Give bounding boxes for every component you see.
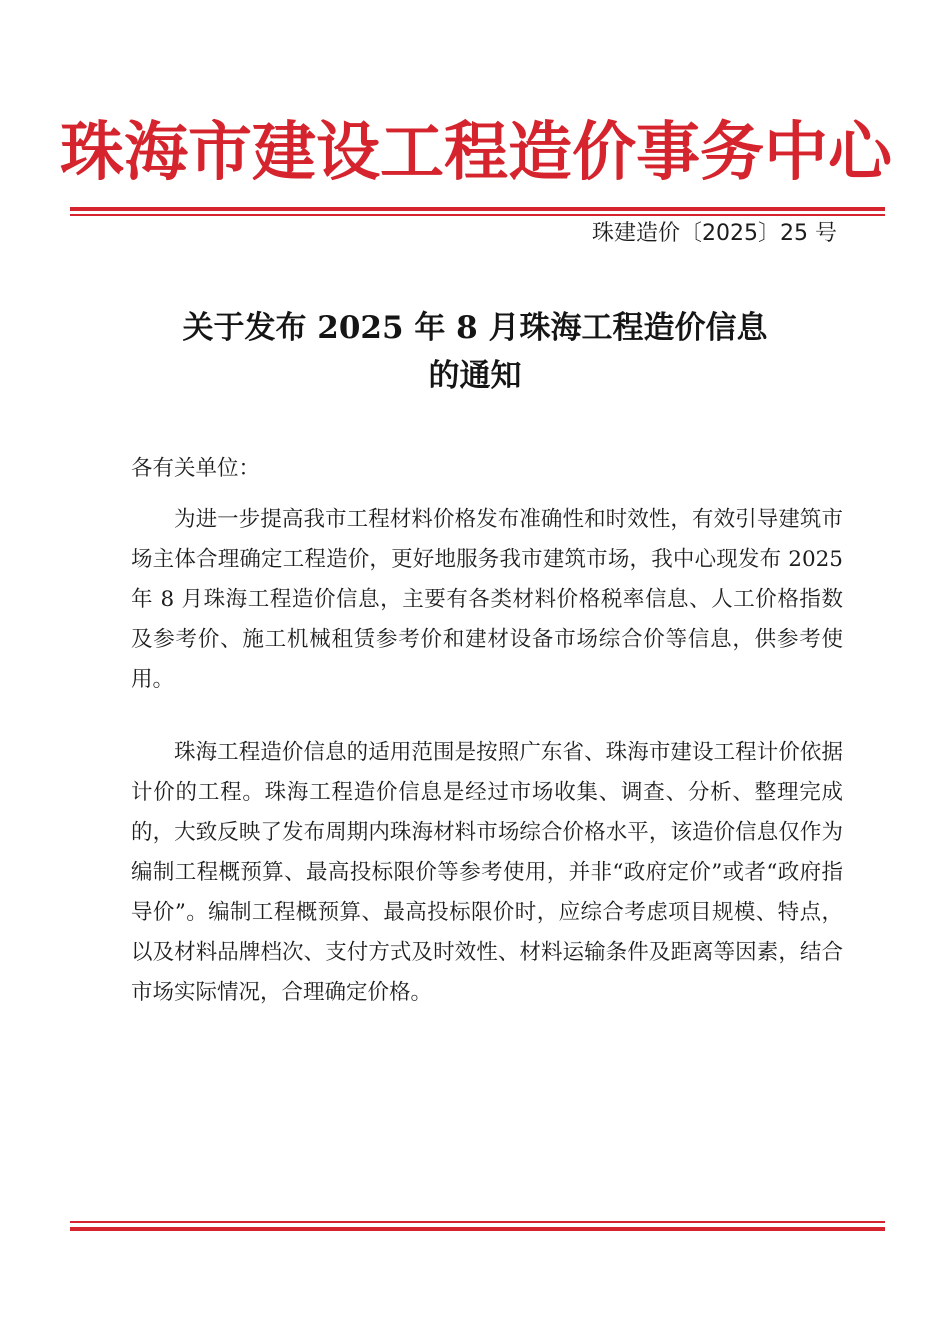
letterhead-rule-thick-top [70, 207, 885, 211]
salutation: 各有关单位： [131, 456, 261, 481]
footer-rule-thin [70, 1221, 885, 1223]
document-number: 珠建造价〔2025〕25 号 [592, 221, 837, 246]
letterhead-organization-name: 珠海市建设工程造价事务中心 [60, 115, 892, 190]
notice-title-line1: 关于发布 2025 年 8 月珠海工程造价信息 [182, 310, 768, 346]
notice-title-line2: 的通知 [428, 358, 522, 394]
letterhead-rule-thin-top [70, 214, 885, 216]
body-paragraph-1: 为进一步提高我市工程材料价格发布准确性和时效性，有效引导建筑市场主体合理确定工程造价，更好地服务我市建筑市场，我中心现发布 2025 年 8 月珠海工程造价信息，主要有各类材料价格税率信息、人工价格指数及参考价、施工机械租赁参考价和建材设备市场综合价等信息，供参考使用。 [131, 507, 843, 692]
body-paragraph-2: 珠海工程造价信息的适用范围是按照广东省、珠海市建设工程计价依据计价的工程。珠海工程造价信息是经过市场收集、调查、分析、整理完成的，大致反映了发布周期内珠海材料市场综合价格水平，该造价信息仅作为编制工程概预算、最高投标限价等参考使用，并非“政府定价”或者“政府指导价”。编制工程概预算、最高投标限价时，应综合考虑项目规模、特点，以及材料品牌档次、支付方式及时效性、材料运输条件及距离等因素，结合市场实际情况，合理确定价格。 [131, 740, 843, 1005]
footer-rule-thick [70, 1227, 885, 1231]
